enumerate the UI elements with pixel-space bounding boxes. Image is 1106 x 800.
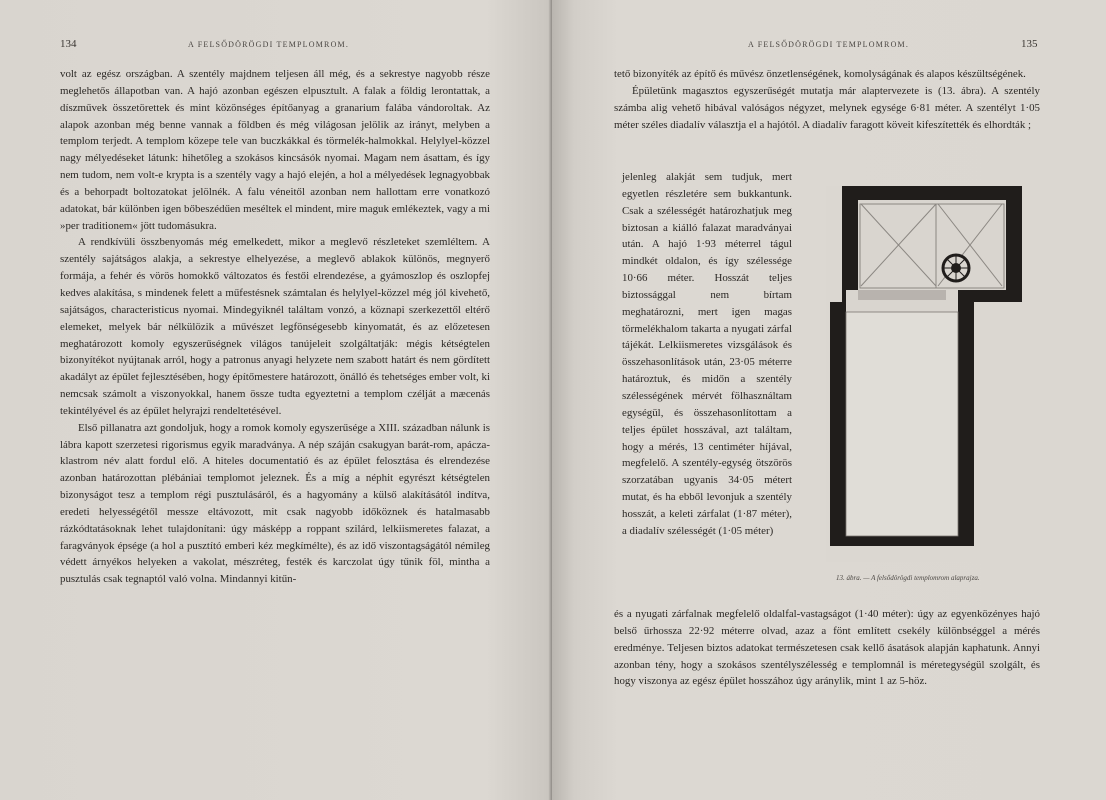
- right-paragraph-1: tető bizonyíték az építő és művész önzetlenségének, komolyságának és alapos készültségének.: [614, 68, 1026, 80]
- right-wrapped-text: [622, 169, 792, 540]
- right-wrapped-paragraph: jelenleg alakját sem tudjuk, mert egyetlen részletére sem bukkantunk. Csak a szélességét határozhatjuk meg biztosan a kiálló falazat maradványai után. A hajó 1·93 méterrel tágul mindkét oldalon, és így szélessége 10·66 méter. Hosszát teljes biztossággal nem bírtam meghatározni, mert igen magas törmelékhalom takarta a nyugati zárfal tájékát. Lelkiismeretes vizsgálások és összehasonlítások után, 23·05 méterre határoztuk, és midőn a szentély szélességének mérvét fölhasználtam egységül, és összehasonlítottam a teljes épület hosszával, azt találtam, hogy a mérés, 13 centiméter híjával, megfelelő. A szentély-egység ötszörös szorzatában ugyanis 34·05 métert mutat, és ha ebből levonjuk a szentély hosszát, a keleti zárfalat (1·87 méter), a diadalív szélességét (1·05 méter): [622, 171, 792, 537]
- spiral-stair-mark: [943, 255, 969, 281]
- left-paragraph-3: Első pillanatra azt gondoljuk, hogy a romok komoly egyszerűsége a XIII. században nálunk is lábra kapott szerzetesi rigorismus egyik maradványa. A nép száján csakugyan barát-rom, apácza-klastrom név alatt fordul elő. A hiteles documentatió és az épület felosztása és elrendezése azonban határozottan plébániai templomot jeleznek. És a míg a néphit egyrészt kétségtelen bizonyságot tesz a templom régi pusztulásáról, és a hagyomány a külső alakításától indítva, eredeti helyességétől messze eltávozott, mit csak nagyobb időköznek és hatalmasabb rázkódtatásoknak lehet tulajdonítani: úgy másképp a roppant szilárd, lelkiismeretes falazat, a faragványok épsége (a hol a pusztító emberi kéz megkímélte), és az idő viszontagságától némileg védett árnyékos helyeken a vakolat, mészréteg, festék és karczolat úgy tűnik föl, mintha a pusztulás csak tegnaptól való volna. Mindannyi kitűn-: [60, 421, 490, 586]
- left-running-head: A FELSŐDÖRÖGDI TEMPLOMROM.: [188, 40, 350, 49]
- left-paragraph-2: A rendkívüli összbenyomás még emelkedett, mikor a meglevő részleteket szemléltem. A szentély sajátságos alakja, a sekrestye elhelyezése, a meglevő ablakok különös, megnyerő formája, a fehér és vörös homokkő változatos és festői elrendezése, a gyámoszlop és oszlopfej kedves alakítása, s mindenek felett a műfestésnek számtalan és helylyel-közzel még jól kivehető, sajátságos, characteristicus nyomai. Mindegyiknél találtam vonzó, a köznapi szerkezettől eltérő elemeket, melyek bár nélkülözik a művészet legfönségesebb kinyomatát, és az előzetesen meghatározott komoly egyszerűségnek világos tanújeleit szolgáltatják: mégis kétségtelen bizonyítékot nyújtanak arról, hogy a patronus anyagi helyzete nem szabott határt és nem gördített akadályt az épület fejlesztésében, hogy építőmestere határozott, önálló és tehetséges ember volt, ki nemcsak számolt a viszonyokkal, hanem össze tudta egyeztetni a templom czélját a mæcenás tekintélyével és az épület helyrajzi rendeltetésével.: [60, 236, 490, 417]
- left-page-number: 134: [60, 38, 77, 50]
- right-top-text: [614, 66, 1040, 133]
- right-bottom-paragraph: és a nyugati zárfalnak megfelelő oldalfal-vastagságot (1·40 méter): úgy az egyenközényes hajó belső űrhossza 22·92 méterre olvad, azaz a fönt említett csekély különbséggel a mérés eredménye. Teljesen biztos adatokat természetesen csak kellő ásatások alapján kaphatunk. Annyi azonban tény, hogy a szokásos szentélyszélesség e templomnál is méretegységül szolgált, és hogy viszonya az egész épület hosszához úgy aránylik, mint 1 az 5-höz.: [614, 608, 1040, 688]
- right-page-number: 135: [1021, 38, 1038, 50]
- left-page: [0, 0, 552, 800]
- right-bottom-text: [614, 606, 1040, 690]
- right-running-head: A FELSŐDÖRÖGDI TEMPLOMROM.: [748, 40, 910, 49]
- figure-caption: 13. ábra. — A felsődörögdi templomrom alaprajza.: [836, 574, 980, 582]
- right-paragraph-2: Épületünk magasztos egyszerűségét mutatja már alaptervezete is (13. ábra). A szentély számba alig vehető hibával valóságos négyzet, melynek egysége 6·81 méter. A szentélyt 1·05 méter széles diadalív választja el a hajótól. A diadalív faragott köveit kifeszítették és elhordták ;: [614, 84, 1040, 131]
- left-paragraph-1: volt az egész országban. A szentély majdnem teljesen áll még, és a sekrestye nagyobb része meglehetős állapotban van. A hajó azonban egészen elpusztult. A falak a földig lerontattak, a díszművek összetörettek és mint közönséges építőanyag a granarium falába vándoroltak. Az alapok azonban még benne vannak a földben és még világosan jelölik az irányt, melyben a templom terjedt. A templom közepe tele van buczkákkal és törmelék-halmokkal. Helylyel-közzel nagy mélyedéseket látunk: hihetőleg a szokásos kincsásók nyomai. Magam nem ásattam, és így nem tudom, nem volt-e krypta is a szentély vagy a hajó elején, a hol a mélyedések legnagyobbak és a behorpadt boltozatokat jelölnék. A falu véneitől azonban nem hallottam erre vonatkozó adatokat, bár különben igen bőbeszédűen meséltek el mindent, mire maguk emlékeztek, vagy a mi »per traditionem« jött tudomásukra.: [60, 68, 490, 232]
- left-body-text: [60, 66, 490, 588]
- church-floor-plan-figure: [826, 186, 1032, 562]
